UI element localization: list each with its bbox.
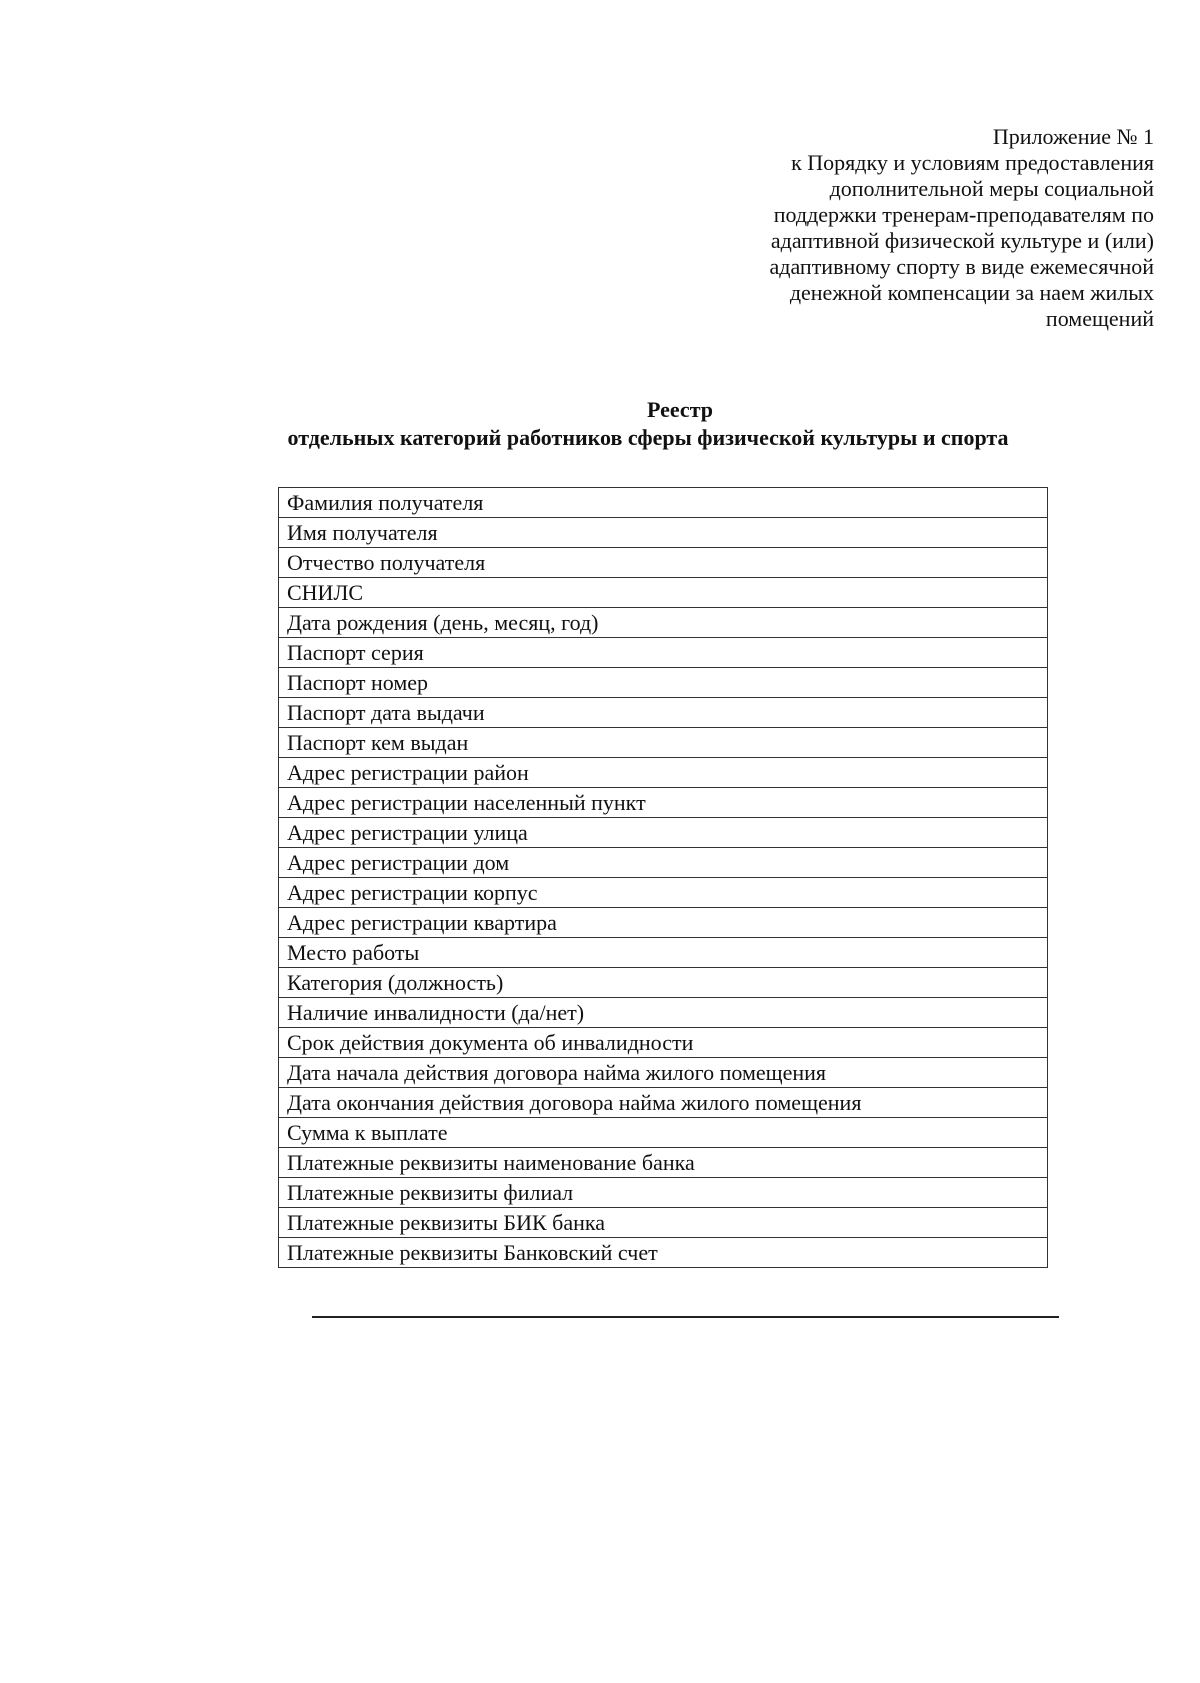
table-row <box>279 728 1048 758</box>
table-row <box>279 638 1048 668</box>
registry-field: Имя получателя <box>279 518 1048 548</box>
registry-field: Сумма к выплате <box>279 1118 1048 1148</box>
document-title <box>0 396 1200 452</box>
registry-field: Наличие инвалидности (да/нет) <box>279 998 1048 1028</box>
registry-field: Адрес регистрации населенный пункт <box>279 788 1048 818</box>
table-row <box>279 668 1048 698</box>
table-row <box>279 1118 1048 1148</box>
registry-field: Адрес регистрации дом <box>279 848 1048 878</box>
registry-field: Платежные реквизиты Банковский счет <box>279 1238 1048 1268</box>
appendix-line: дополнительной меры социальной <box>829 176 1154 201</box>
table-row <box>279 548 1048 578</box>
registry-field: Место работы <box>279 938 1048 968</box>
appendix-line: помещений <box>1045 306 1154 331</box>
registry-field: Адрес регистрации улица <box>279 818 1048 848</box>
table-row <box>279 1238 1048 1268</box>
closing-divider <box>312 1316 1059 1318</box>
table-row <box>279 848 1048 878</box>
table-row <box>279 968 1048 998</box>
table-row <box>279 878 1048 908</box>
table-row <box>279 818 1048 848</box>
registry-field: Платежные реквизиты наименование банка <box>279 1148 1048 1178</box>
table-row <box>279 608 1048 638</box>
table-row <box>279 518 1048 548</box>
registry-field: Паспорт номер <box>279 668 1048 698</box>
registry-field: Дата рождения (день, месяц, год) <box>279 608 1048 638</box>
registry-field: Паспорт кем выдан <box>279 728 1048 758</box>
title-line-registry: Реестр <box>646 397 714 422</box>
appendix-number: Приложение № 1 <box>992 124 1154 149</box>
table-row <box>279 788 1048 818</box>
appendix-line: адаптивному спорту в виде ежемесячной <box>769 254 1154 279</box>
registry-field: Паспорт дата выдачи <box>279 698 1048 728</box>
table-row <box>279 1148 1048 1178</box>
registry-field: Адрес регистрации район <box>279 758 1048 788</box>
table-row <box>279 1088 1048 1118</box>
table-row <box>279 908 1048 938</box>
table-row <box>279 1028 1048 1058</box>
registry-table <box>278 487 1048 1268</box>
registry-field: Адрес регистрации квартира <box>279 908 1048 938</box>
table-row <box>279 938 1048 968</box>
title-line-subtitle: отдельных категорий работников сферы физической культуры и спорта <box>287 425 1009 450</box>
table-row <box>279 1058 1048 1088</box>
table-row <box>279 758 1048 788</box>
appendix-line: денежной компенсации за наем жилых <box>789 280 1154 305</box>
registry-field: Фамилия получателя <box>279 488 1048 518</box>
appendix-line: поддержки тренерам-преподавателям по <box>773 202 1154 227</box>
registry-field: Платежные реквизиты филиал <box>279 1178 1048 1208</box>
registry-field: Платежные реквизиты БИК банка <box>279 1208 1048 1238</box>
registry-field: Дата начала действия договора найма жилого помещения <box>279 1058 1048 1088</box>
registry-field: Дата окончания действия договора найма жилого помещения <box>279 1088 1048 1118</box>
table-row <box>279 578 1048 608</box>
table-row <box>279 998 1048 1028</box>
registry-field: Срок действия документа об инвалидности <box>279 1028 1048 1058</box>
table-row <box>279 488 1048 518</box>
registry-field: СНИЛС <box>279 578 1048 608</box>
table-row <box>279 1208 1048 1238</box>
registry-field: Категория (должность) <box>279 968 1048 998</box>
registry-field: Адрес регистрации корпус <box>279 878 1048 908</box>
table-row <box>279 1178 1048 1208</box>
appendix-line: адаптивной физической культуре и (или) <box>770 228 1154 253</box>
registry-field: Паспорт серия <box>279 638 1048 668</box>
registry-field: Отчество получателя <box>279 548 1048 578</box>
table-row <box>279 698 1048 728</box>
appendix-line: к Порядку и условиям предоставления <box>791 150 1154 175</box>
appendix-header <box>634 124 1154 332</box>
